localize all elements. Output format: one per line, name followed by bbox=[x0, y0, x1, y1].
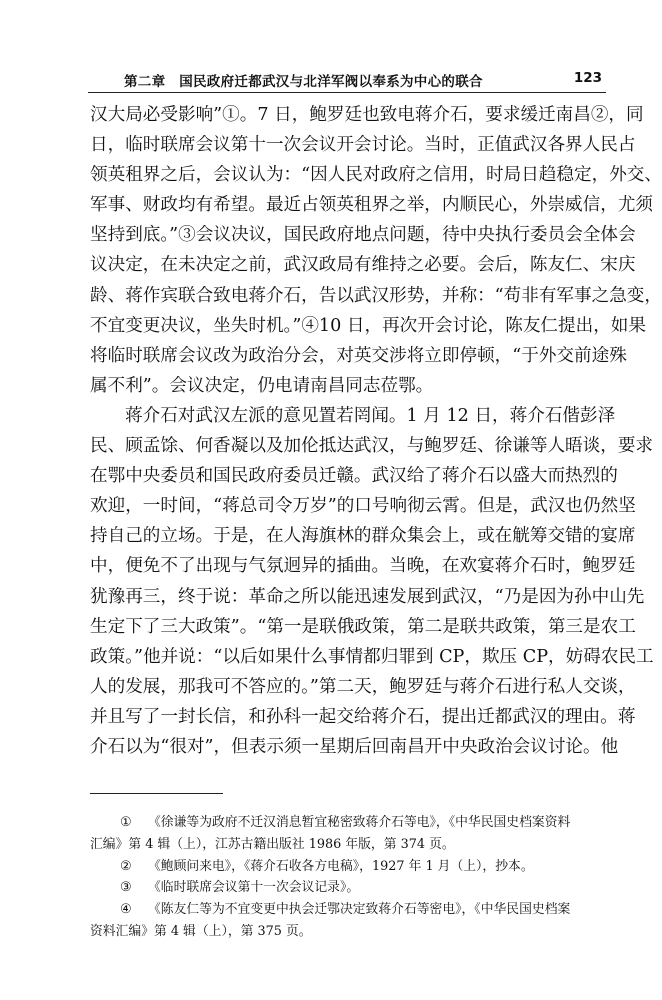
footnote-4 bbox=[90, 899, 602, 921]
text-line: 坚持到底。”③会议决议，国民政府地点问题，待中央执行委员会全体会 bbox=[90, 225, 636, 246]
text-line: 属不利”。会议决定，仍电请南昌同志莅鄂。 bbox=[90, 375, 434, 396]
text-line: 龄、蒋作宾联合致电蒋介石，告以武汉形势，并称：“苟非有军事之急变， bbox=[90, 285, 662, 306]
text-line: 政策。”他并说：“以后如果什么事情都归罪到 CP，欺压 CP，妨碍农民工 bbox=[90, 646, 654, 667]
text-line: 在鄂中央委员和国民政府委员迁赣。武汉给了蒋介石以盛大而热烈的 bbox=[90, 466, 618, 487]
footnote-text: 《鲍顾问来电》，《蒋介石收各方电稿》，1927 年 1 月（上），抄本。 bbox=[148, 858, 534, 874]
footnote-mark: ② bbox=[120, 858, 132, 874]
footnote-1 bbox=[90, 812, 602, 834]
text-line: 欢迎，一时间，“蒋总司令万岁”的口号响彻云霄。但是，武汉也仍然坚 bbox=[90, 496, 636, 517]
text-line: 犹豫再三，终于说：革命之所以能迅速发展到武汉，“乃是因为孙中山先 bbox=[90, 586, 645, 607]
text-line: 将临时联席会议改为政治分会，对英交涉将立即停顿，“于外交前途殊 bbox=[90, 345, 627, 366]
text-line: 日，临时联席会议第十一次会议开会讨论。当时，正值武汉各界人民占 bbox=[90, 135, 636, 156]
footnote-2 bbox=[90, 856, 602, 878]
footnote-1-continued: 汇编》第 4 辑（上），江苏古籍出版社 1986 年版，第 374 页。 bbox=[90, 836, 455, 852]
footnote-3 bbox=[90, 877, 602, 899]
running-header bbox=[88, 70, 606, 93]
footnote-text: 《陈友仁等为不宜变更中执会迁鄂决定致蒋介石等密电》，《中华民国史档案 bbox=[148, 902, 571, 918]
footnote-text: 《临时联席会议第十一次会议记录》。 bbox=[148, 880, 360, 896]
text-line: 汉大局必受影响”①。7 日，鲍罗廷也致电蒋介石，要求缓迁南昌②，同 bbox=[90, 105, 644, 125]
footnotes bbox=[90, 812, 602, 943]
footnote-text: 《徐谦等为政府不迁汉消息暂宜秘密致蒋介石等电》，《中华民国史档案资料 bbox=[148, 815, 571, 830]
text-line: 生定下了三大政策”。“第一是联俄政策，第二是联共政策，第三是农工 bbox=[90, 616, 636, 637]
text-line: 民、顾孟馀、何香凝以及加伦抵达武汉，与鲍罗廷、徐谦等人晤谈，要求 bbox=[90, 436, 654, 457]
text-line: 领英租界之后，会议认为：“因人民对政府之信用，时局日趋稳定，外交、 bbox=[90, 165, 662, 186]
chapter-title: 第二章 国民政府迁都武汉与北洋军阀以奉系为中心的联合 bbox=[124, 74, 483, 90]
text-line: 军事、财政均有希望。最近占领英租界之举，内顺民心，外崇威信，尤须 bbox=[90, 195, 654, 216]
paragraph-start-line: 蒋介石对武汉左派的意见置若罔闻。1 月 12 日，蒋介石偕彭泽 bbox=[125, 405, 616, 426]
footnote-mark: ① bbox=[120, 815, 132, 830]
footnote-mark: ③ bbox=[120, 880, 132, 896]
footnote-mark: ④ bbox=[120, 902, 132, 918]
footnote-separator bbox=[90, 793, 223, 794]
footnote-4-continued: 资料汇编》第 4 辑（上），第 375 页。 bbox=[90, 923, 312, 939]
body-text bbox=[90, 100, 662, 762]
text-line: 介石以为“很对”，但表示须一星期后回南昌开中央政治会议讨论。他 bbox=[90, 736, 619, 757]
text-line: 议决定，在未决定之前，武汉政局有维持之必要。会后，陈友仁、宋庆 bbox=[90, 255, 636, 276]
text-line: 不宜变更决议，坐失时机。”④10 日，再次开会讨论，陈友仁提出，如果 bbox=[90, 315, 646, 336]
text-line: 人的发展，那我可不答应的。”第二天，鲍罗廷与蒋介石进行私人交谈， bbox=[90, 676, 636, 697]
page-number: 123 bbox=[573, 70, 602, 86]
text-line: 并且写了一封长信，和孙科一起交给蒋介石，提出迁都武汉的理由。蒋 bbox=[90, 706, 636, 727]
text-line: 中，便免不了出现与气氛迥异的插曲。当晚，在欢宴蒋介石时，鲍罗廷 bbox=[90, 556, 636, 577]
text-line: 持自己的立场。于是，在人海旗林的群众集会上，或在觥筹交错的宴席 bbox=[90, 526, 636, 547]
